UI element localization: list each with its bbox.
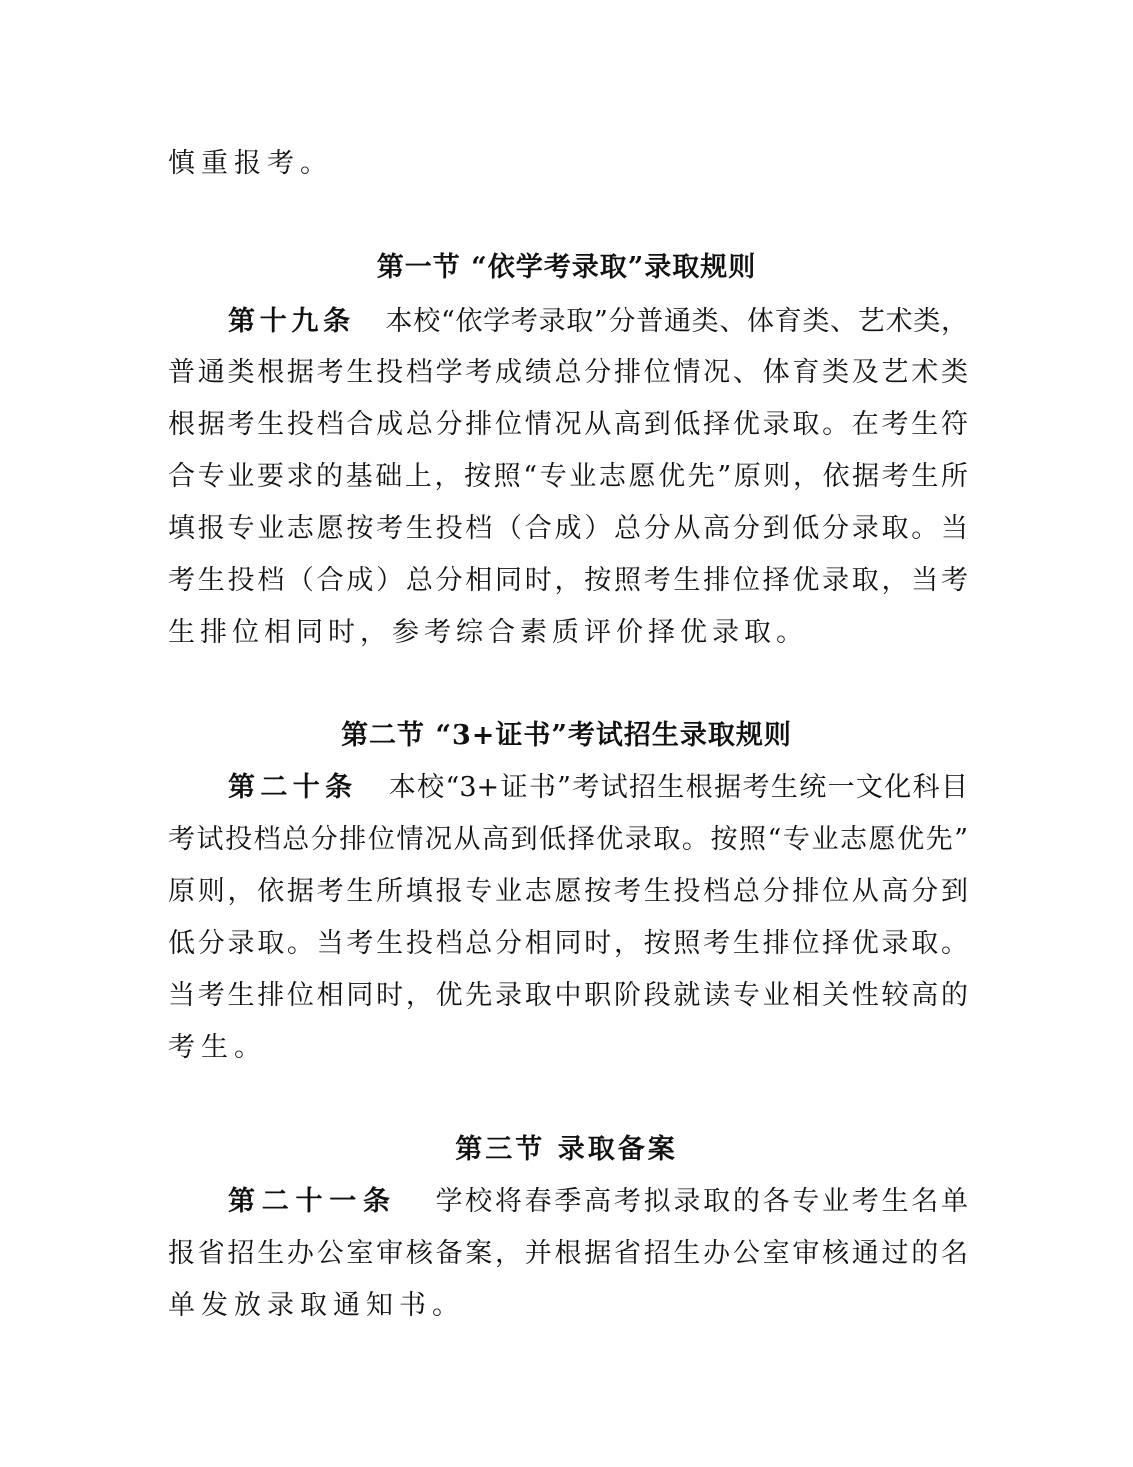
article-first-line [228,1185,968,1219]
paragraph-line: 考生。 [168,1032,267,1063]
section-heading: 第二节 “3+证书”考试招生录取规则 [341,720,792,751]
paragraph-line: 当考生排位相同时，优先录取中职阶段就读专业相关性较高的 [168,980,968,1011]
paragraph-line: 根据考生投档合成总分排位情况从高到低择优录取。在考生符 [168,409,968,440]
paragraph-line: 合专业要求的基础上，按照“专业志愿优先”原则，依据考生所 [168,461,968,492]
article-text: 学校将春季高考拟录取的各专业考生名单 [432,1186,969,1217]
article-number: 第二十一条 [228,1186,397,1217]
article-first-line [228,305,968,339]
paragraph-line: 原则，依据考生所填报专业志愿按考生投档总分排位从高分到 [168,876,968,907]
section-heading: 第一节 “依学考录取”录取规则 [376,252,757,283]
article-number: 第十九条 [228,306,355,337]
paragraph-line: 低分录取。当考生投档总分相同时，按照考生排位择优录取。 [168,928,968,959]
article-first-line [228,771,968,805]
paragraph-line: 考生投档（合成）总分相同时，按照考生排位择优录取，当考 [168,565,968,596]
article-text: 本校“3+证书”考试招生根据考生统一文化科目 [387,772,968,803]
paragraph-line: 考试投档总分排位情况从高到低择优录取。按照“专业志愿优先” [168,824,968,855]
paragraph-line: 普通类根据考生投档学考成绩总分排位情况、体育类及艺术类 [168,357,968,388]
paragraph-line: 单发放录取通知书。 [168,1290,465,1321]
section-heading: 第三节 录取备案 [455,1134,678,1165]
article-text: 本校“依学考录取”分普通类、体育类、艺术类， [384,306,969,337]
paragraph-line: 填报专业志愿按考生投档（合成）总分从高分到低分录取。当 [168,513,968,544]
article-number: 第二十条 [228,772,358,803]
paragraph-line: 生排位相同时，参考综合素质评价择优录取。 [168,617,808,648]
paragraph-line: 慎重报考。 [168,148,333,179]
paragraph-line: 报省招生办公室审核备案，并根据省招生办公室审核通过的名 [168,1238,968,1269]
